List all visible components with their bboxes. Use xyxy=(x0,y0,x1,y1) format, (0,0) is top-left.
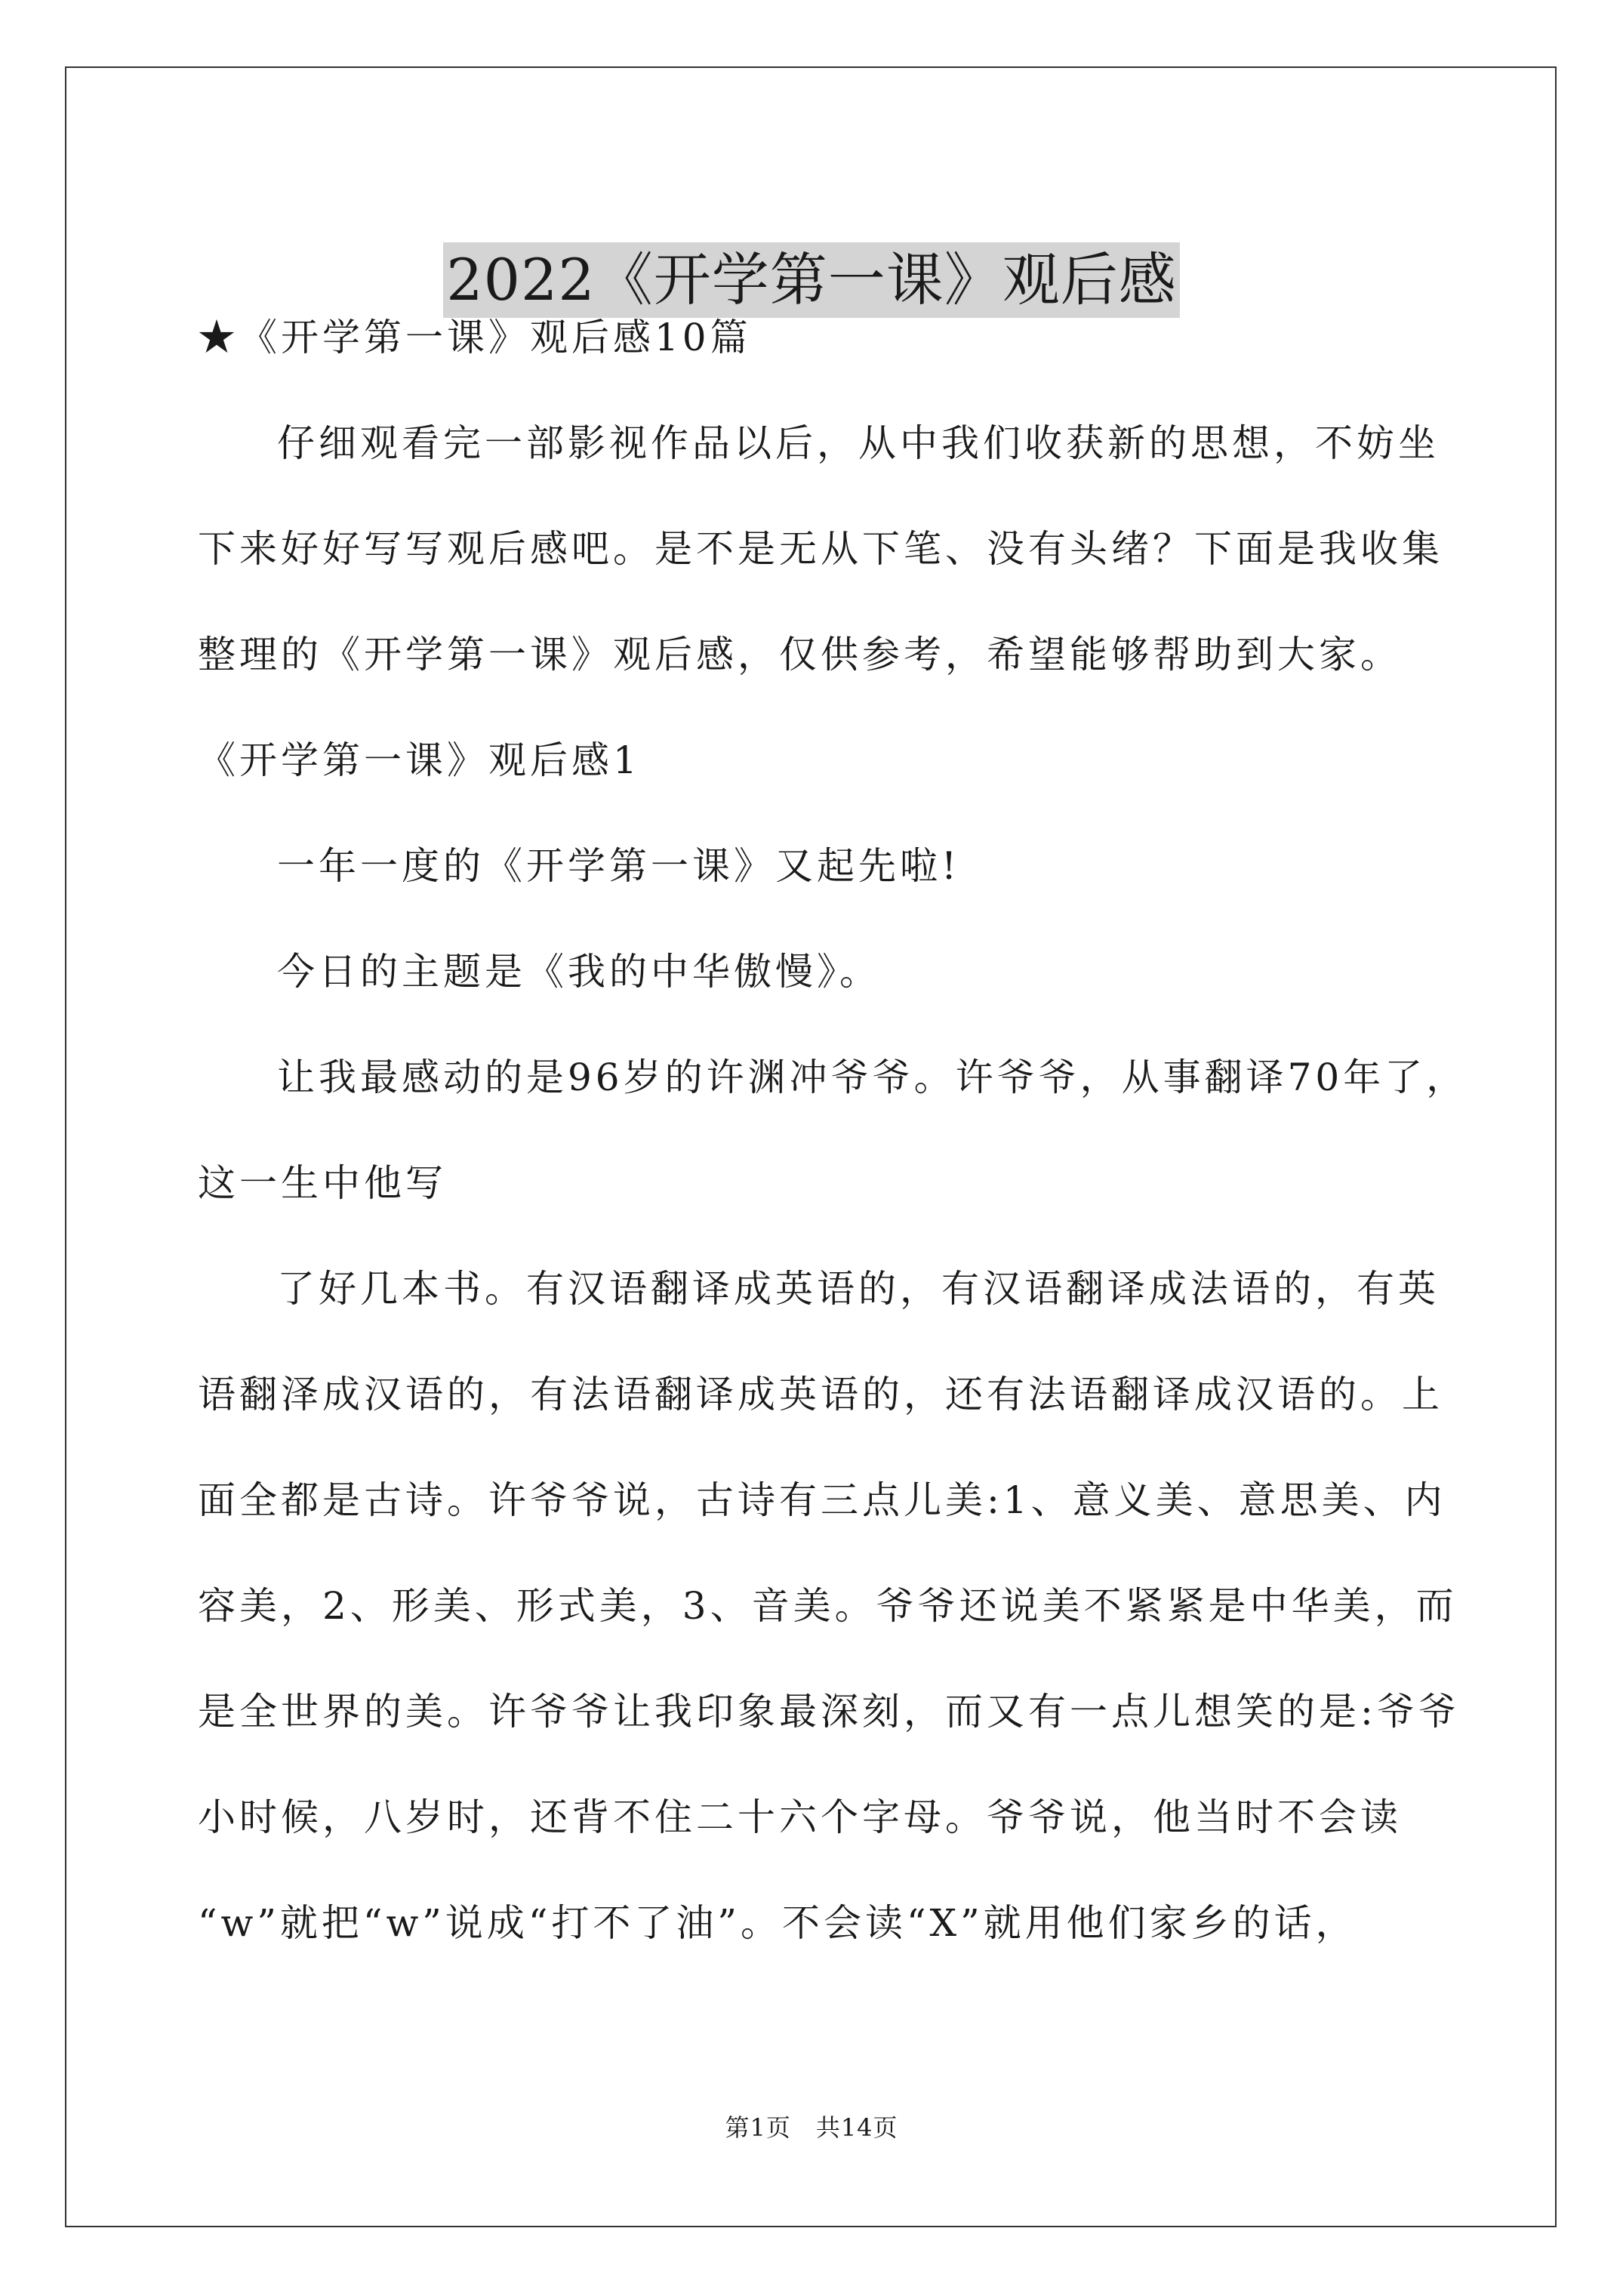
paragraph-line: 《开学第一课》观后感1 xyxy=(198,738,641,782)
paragraph-line: 面全都是古诗。许爷爷说，古诗有三点儿美:1、意义美、意思美、内 xyxy=(198,1478,1446,1522)
paragraph-line: 了好几本书。有汉语翻译成英语的，有汉语翻译成法语的，有英 xyxy=(277,1267,1440,1311)
paragraph-line: 容美，2、形美、形式美，3、音美。爷爷还说美不紧紧是中华美，而 xyxy=(198,1584,1458,1628)
paragraph-line: 仔细观看完一部影视作品以后，从中我们收获新的思想，不妨坐 xyxy=(277,421,1440,465)
document-body xyxy=(198,306,1468,1997)
paragraph-line: 今日的主题是《我的中华傲慢》。 xyxy=(277,950,881,994)
paragraph-line: 下来好好写写观后感吧。是不是无从下笔、没有头绪？下面是我收集 xyxy=(198,527,1443,571)
page-footer: 第1页 共14页 xyxy=(725,2113,898,2142)
paragraph-line: 一年一度的《开学第一课》又起先啦! xyxy=(277,844,961,888)
paragraph-line: “w”就把“w”说成“打不了油”。不会读“X”就用他们家乡的话， xyxy=(198,1901,1357,1945)
document-title: 2022《开学第一课》观后感 xyxy=(443,242,1179,318)
paragraph-line: 这一生中他写 xyxy=(198,1161,447,1205)
paragraph-line: 小时候，八岁时，还背不住二十六个字母。爷爷说，他当时不会读 xyxy=(198,1795,1402,1839)
paragraph-line: 整理的《开学第一课》观后感，仅供参考，希望能够帮助到大家。 xyxy=(198,633,1402,676)
paragraph-line: 语翻泽成汉语的，有法语翻译成英语的，还有法语翻译成汉语的。上 xyxy=(198,1373,1443,1416)
paragraph-line: ★《开学第一课》观后感10篇 xyxy=(198,316,752,359)
paragraph-line: 让我最感动的是96岁的许渊冲爷爷。许爷爷，从事翻译70年了， xyxy=(277,1056,1468,1099)
paragraph-line: 是全世界的美。许爷爷让我印象最深刻，而又有一点儿想笑的是:爷爷 xyxy=(198,1690,1460,1734)
